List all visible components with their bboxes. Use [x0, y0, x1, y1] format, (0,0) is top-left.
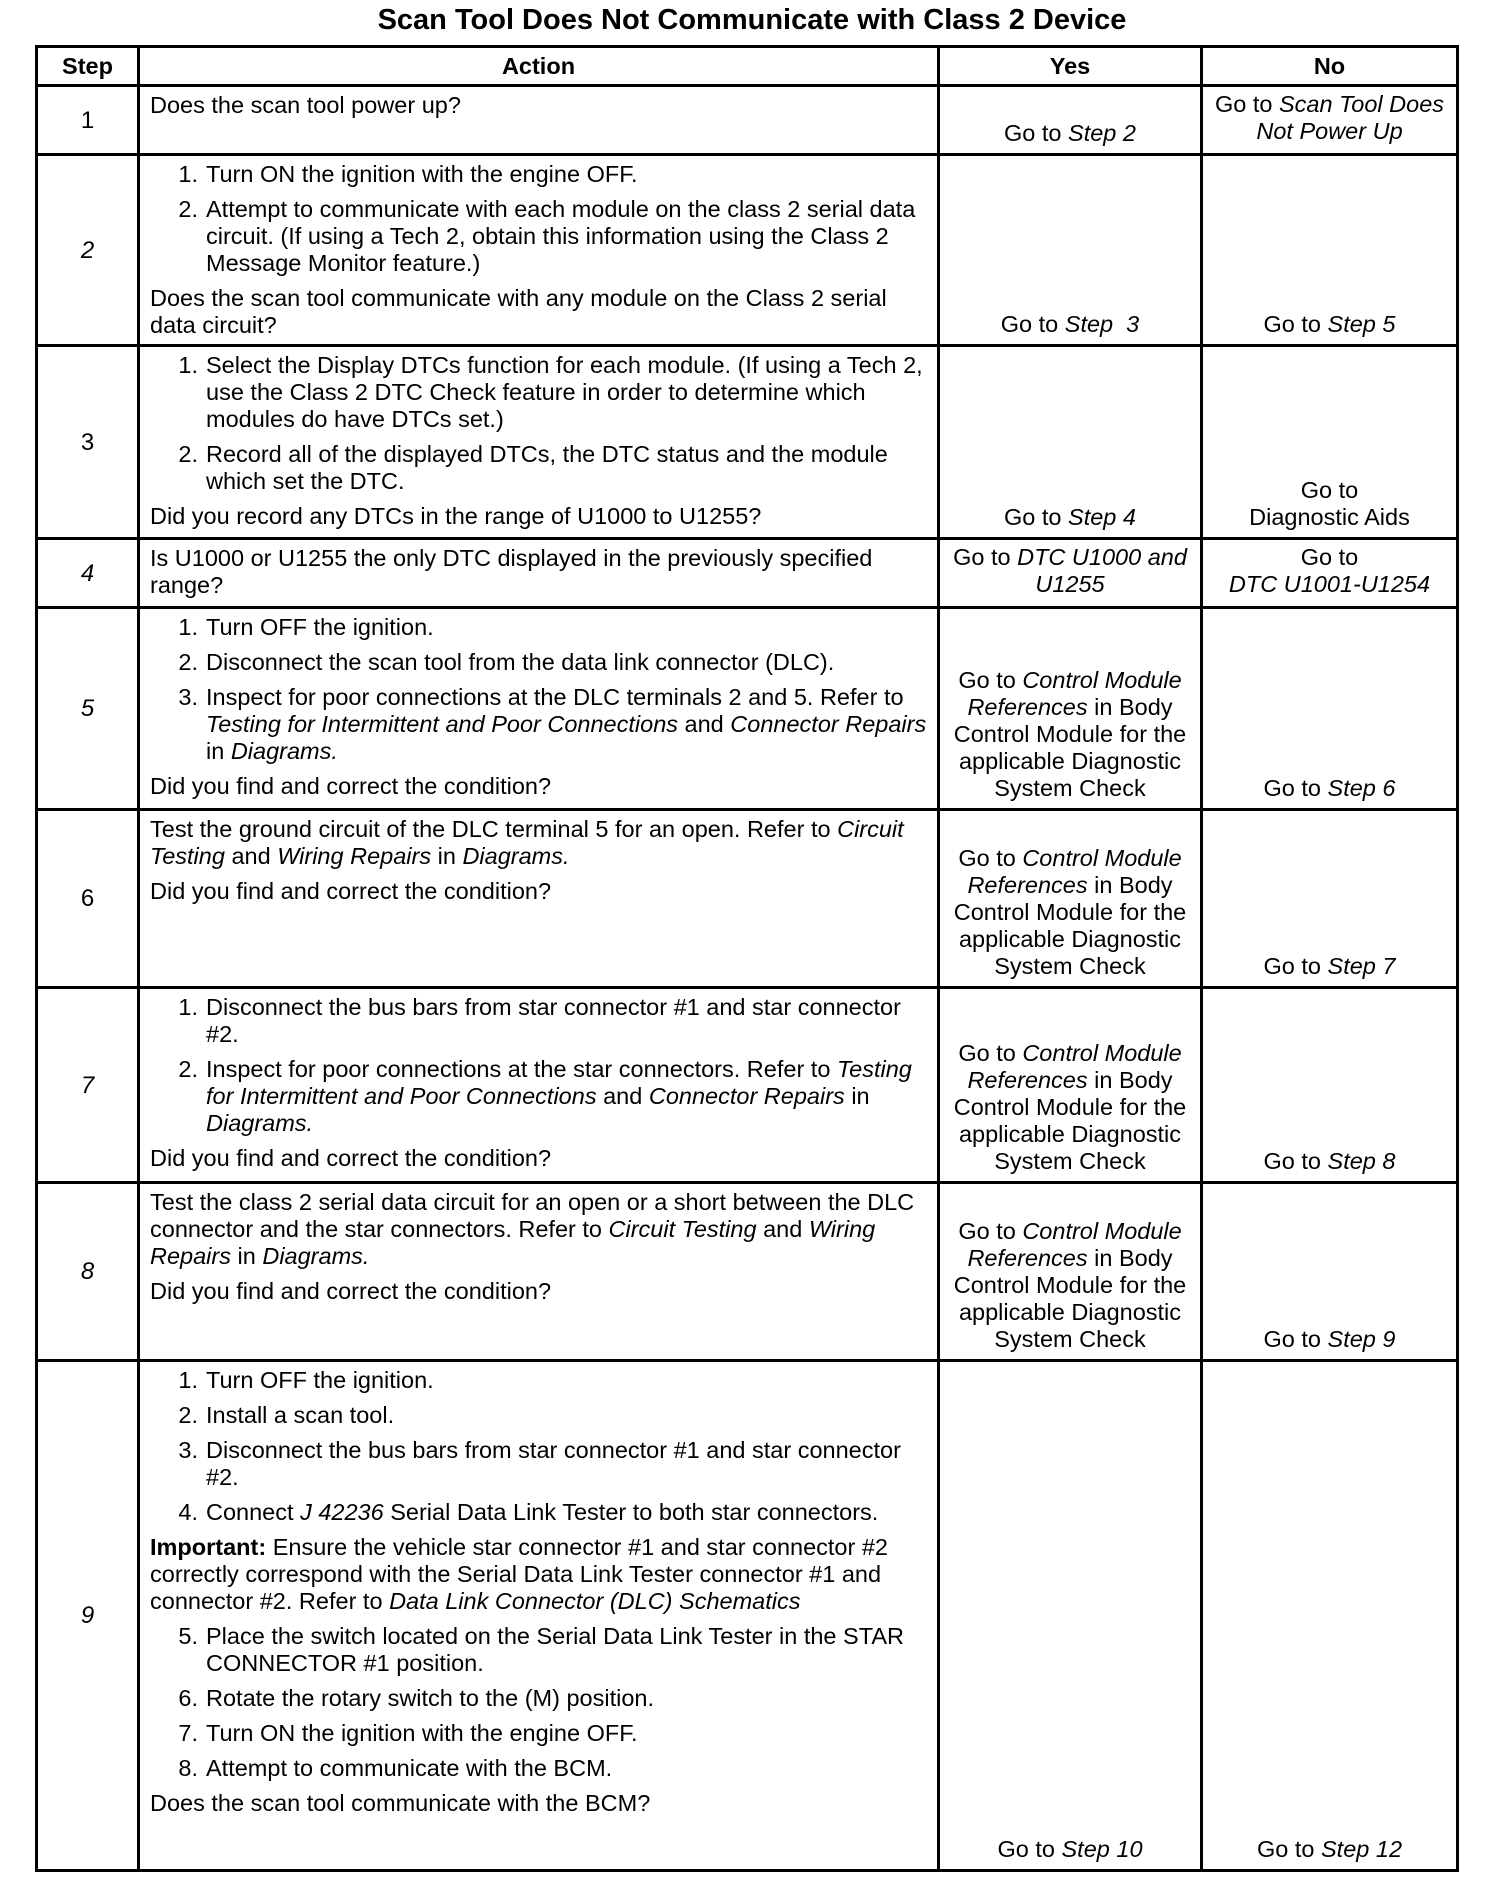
- table-row: [37, 608, 1458, 810]
- action-cell: [139, 608, 939, 810]
- header-yes: Yes: [939, 47, 1202, 86]
- question: Is U1000 or U1255 the only DTC displayed in the previously specified range?: [150, 545, 873, 598]
- instruction-text: Test the class 2 serial data circuit for an open or a short between the DLC connector and the star connectors. Refer to Circuit Testing and Wiring Repairs in Diagrams.: [150, 1189, 915, 1269]
- question: Did you find and correct the condition?: [150, 1278, 552, 1304]
- step-link[interactable]: Step 2: [1068, 120, 1136, 146]
- no-cell: Go to DTC U1001-U1254: [1202, 539, 1458, 608]
- reference-link[interactable]: Wiring Repairs: [277, 843, 432, 869]
- question: Does the scan tool power up?: [150, 92, 461, 118]
- procedure-link[interactable]: Scan Tool Does Not Power Up: [1256, 91, 1445, 144]
- yes-cell: Go to Control Module References in Body Control Module for the applicable Diagnostic System Check: [939, 810, 1202, 988]
- reference-link[interactable]: Control Module References: [967, 1218, 1182, 1271]
- step-number: 6: [37, 810, 139, 988]
- step-number: 4: [37, 539, 139, 608]
- reference-link[interactable]: Connector Repairs: [648, 1083, 845, 1109]
- reference-link[interactable]: Diagrams.: [462, 843, 570, 869]
- tool-number: J 42236: [300, 1499, 384, 1525]
- table-row: [37, 810, 1458, 988]
- list-item: 2. Inspect for poor connections at the star connectors. Refer to Testing for Intermittent and Poor Connections and Connector Repairs in Diagrams.: [178, 1056, 912, 1136]
- list-item: 2. Disconnect the scan tool from the data link connector (DLC).: [178, 649, 835, 675]
- list-item: 2. Record all of the displayed DTCs, the DTC status and the module which set the DTC.: [178, 441, 888, 494]
- list-item: 2. Attempt to communicate with each module on the class 2 serial data circuit. (If using a Tech 2, obtain this information using the Class 2 Message Monitor feature.): [178, 196, 916, 276]
- list-item: 5. Place the switch located on the Serial Data Link Tester in the STAR CONNECTOR #1 position.: [178, 1623, 904, 1676]
- header-action: Action: [139, 47, 939, 86]
- diagnostic-table: [35, 45, 1459, 1872]
- reference-link[interactable]: Diagrams.: [230, 738, 338, 764]
- question: Did you record any DTCs in the range of U1000 to U1255?: [150, 503, 762, 529]
- reference-link[interactable]: Testing for Intermittent and Poor Connections: [206, 1056, 912, 1109]
- step-link[interactable]: Step 12: [1321, 1836, 1403, 1862]
- reference-link[interactable]: Control Module References: [967, 667, 1182, 720]
- question: Did you find and correct the condition?: [150, 773, 552, 799]
- step-number: 5: [37, 608, 139, 810]
- action-cell: [139, 86, 939, 155]
- substep-list: [150, 1623, 929, 1782]
- yes-cell: Go to Step 3: [939, 155, 1202, 346]
- yes-cell: Go to Step 2: [939, 86, 1202, 155]
- step-number: 7: [37, 988, 139, 1183]
- action-cell: [139, 988, 939, 1183]
- question: Does the scan tool communicate with the BCM?: [150, 1790, 651, 1816]
- substep-list: [150, 994, 929, 1137]
- reference-link[interactable]: Diagrams.: [206, 1110, 314, 1136]
- substep-list: [150, 1367, 929, 1526]
- step-number: 2: [37, 155, 139, 346]
- reference-link[interactable]: Circuit Testing: [608, 1216, 757, 1242]
- step-link[interactable]: Step 6: [1327, 775, 1396, 801]
- header-step: Step: [37, 47, 139, 86]
- no-cell: Go to Step 12: [1202, 1361, 1458, 1871]
- step-link[interactable]: Step 9: [1327, 1326, 1396, 1352]
- no-cell: Go to Step 8: [1202, 988, 1458, 1183]
- reference-link[interactable]: Connector Repairs: [730, 711, 927, 737]
- dtc-link[interactable]: DTC U1001-U1254: [1228, 571, 1431, 597]
- list-item: 6. Rotate the rotary switch to the (M) position.: [178, 1685, 654, 1711]
- step-link[interactable]: Step 5: [1327, 311, 1396, 337]
- substep-list: [150, 161, 929, 277]
- header-no: No: [1202, 47, 1458, 86]
- list-item: 3. Inspect for poor connections at the DLC terminals 2 and 5. Refer to Testing for Intermittent and Poor Connections and Connector Repairs in Diagrams.: [178, 684, 927, 764]
- no-cell: Go to Step 9: [1202, 1183, 1458, 1361]
- reference-link[interactable]: Circuit Testing: [150, 816, 904, 869]
- table-header-row: [37, 47, 1458, 86]
- substep-list: [150, 352, 929, 495]
- reference-link[interactable]: Testing for Intermittent and Poor Connections: [206, 711, 679, 737]
- step-link[interactable]: Step 10: [1061, 1836, 1143, 1862]
- step-link[interactable]: Step 3: [1064, 311, 1140, 337]
- yes-cell: Go to Step 10: [939, 1361, 1202, 1871]
- step-link[interactable]: Step 8: [1327, 1148, 1396, 1174]
- table-row: [37, 86, 1458, 155]
- substep-list: [150, 614, 929, 765]
- table-row: [37, 988, 1458, 1183]
- list-item: 1. Disconnect the bus bars from star connector #1 and star connector #2.: [178, 994, 901, 1047]
- table-row: [37, 1183, 1458, 1361]
- question: Did you find and correct the condition?: [150, 1145, 552, 1171]
- no-cell: Go to Diagnostic Aids: [1202, 346, 1458, 539]
- list-item: 3. Disconnect the bus bars from star connector #1 and star connector #2.: [178, 1437, 901, 1490]
- step-number: 3: [37, 346, 139, 539]
- list-item: 1. Turn OFF the ignition.: [178, 614, 434, 640]
- reference-link[interactable]: Wiring Repairs: [150, 1216, 876, 1269]
- important-note: Important: Ensure the vehicle star connector #1 and star connector #2 correctly correspond with the Serial Data Link Tester connector #1 and connector #2. Refer to Data Link Connector (DLC) Schematics: [150, 1534, 888, 1614]
- list-item: 1. Turn OFF the ignition.: [178, 1367, 434, 1393]
- no-cell: Go to Step 6: [1202, 608, 1458, 810]
- reference-link[interactable]: Data Link Connector (DLC) Schematics: [389, 1588, 801, 1614]
- question: Does the scan tool communicate with any module on the Class 2 serial data circuit?: [150, 285, 887, 338]
- list-item: 4. Connect J 42236 Serial Data Link Tester to both star connectors.: [178, 1499, 879, 1525]
- procedure-link[interactable]: Diagnostic Aids: [1249, 504, 1410, 530]
- yes-cell: Go to Step 4: [939, 346, 1202, 539]
- question: Did you find and correct the condition?: [150, 878, 552, 904]
- action-cell: [139, 1361, 939, 1871]
- list-item: 1. Turn ON the ignition with the engine OFF.: [178, 161, 638, 187]
- action-cell: [139, 539, 939, 608]
- list-item: 8. Attempt to communicate with the BCM.: [178, 1755, 613, 1781]
- step-link[interactable]: Step 7: [1327, 953, 1396, 979]
- yes-cell: Go to Control Module References in Body Control Module for the applicable Diagnostic System Check: [939, 988, 1202, 1183]
- action-cell: [139, 155, 939, 346]
- table-row: [37, 1361, 1458, 1871]
- instruction-text: Test the ground circuit of the DLC terminal 5 for an open. Refer to Circuit Testing and Wiring Repairs in Diagrams.: [150, 816, 904, 869]
- action-cell: [139, 346, 939, 539]
- no-cell: Go to Step 5: [1202, 155, 1458, 346]
- reference-link[interactable]: Control Module References: [967, 1040, 1182, 1093]
- page-title: Scan Tool Does Not Communicate with Class 2 Device: [377, 4, 1127, 36]
- table-row: [37, 539, 1458, 608]
- list-item: 7. Turn ON the ignition with the engine OFF.: [178, 1720, 638, 1746]
- no-cell: Go to Scan Tool Does Not Power Up: [1202, 86, 1458, 155]
- yes-cell: Go to DTC U1000 and U1255: [939, 539, 1202, 608]
- reference-link[interactable]: Control Module References: [967, 845, 1182, 898]
- action-cell: [139, 810, 939, 988]
- table-row: [37, 155, 1458, 346]
- dtc-link[interactable]: DTC U1000 and U1255: [1017, 544, 1187, 597]
- step-number: 8: [37, 1183, 139, 1361]
- yes-cell: Go to Control Module References in Body Control Module for the applicable Diagnostic System Check: [939, 1183, 1202, 1361]
- list-item: 1. Select the Display DTCs function for each module. (If using a Tech 2, use the Class 2 DTC Check feature in order to determine which modules do have DTCs set.): [178, 352, 923, 432]
- step-number: 9: [37, 1361, 139, 1871]
- action-cell: [139, 1183, 939, 1361]
- step-number: 1: [37, 86, 139, 155]
- yes-cell: Go to Control Module References in Body Control Module for the applicable Diagnostic System Check: [939, 608, 1202, 810]
- list-item: 2. Install a scan tool.: [178, 1402, 395, 1428]
- table-row: [37, 346, 1458, 539]
- reference-link[interactable]: Diagrams.: [262, 1243, 370, 1269]
- no-cell: Go to Step 7: [1202, 810, 1458, 988]
- step-link[interactable]: Step 4: [1068, 504, 1136, 530]
